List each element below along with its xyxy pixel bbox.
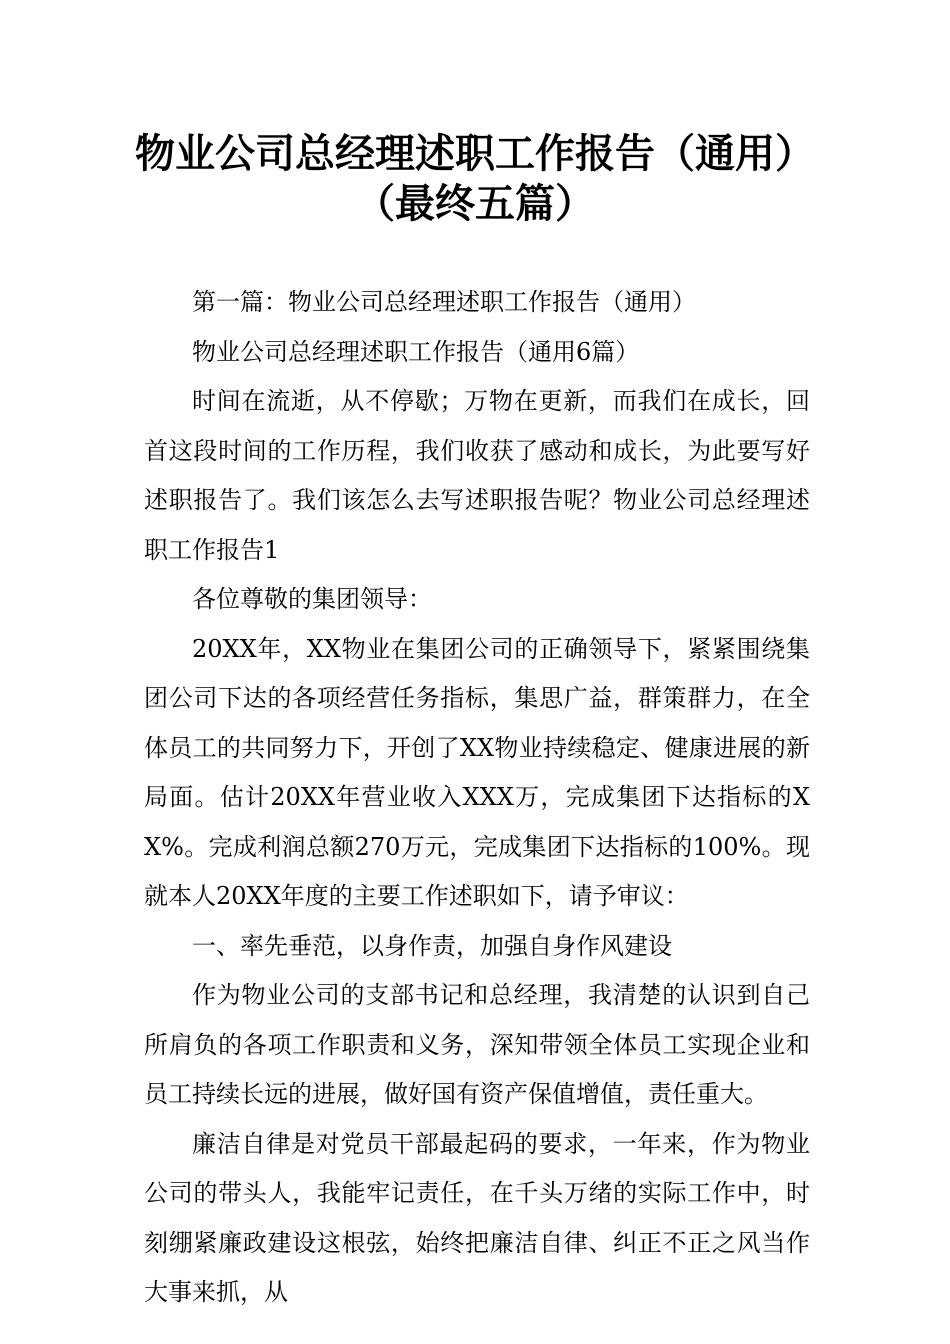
paragraph-salutation: 各位尊敬的集团领导：	[192, 585, 432, 613]
document-title-line2: （最终五篇）	[355, 181, 595, 227]
paragraph-subtitle: 物业公司总经理述职工作报告（通用6篇）	[192, 337, 640, 366]
paragraph-responsibility: 作为物业公司的支部书记和总经理，我清楚的认识到自己所肩负的各项工作职责和义务，深知带领全体员工实现企业和员工持续长远的进展，做好国有资产保值增值，责任重大。	[144, 981, 810, 1108]
document-title-line1: 物业公司总经理述职工作报告（通用）	[135, 131, 815, 177]
paragraph-intro: 时间在流逝，从不停歇；万物在更新，而我们在成长，回首这段时间的工作历程，我们收获了感动和成长，为此要写好述职报告了。我们该怎么去写述职报告呢？物业公司总经理述职工作报告1	[144, 387, 810, 564]
document-body	[144, 278, 810, 1318]
paragraph-section-heading: 第一篇：物业公司总经理述职工作报告（通用）	[192, 288, 696, 316]
paragraph-summary: 20XX年，XX物业在集团公司的正确领导下，紧紧围绕集团公司下达的各项经营任务指标，集思广益，群策群力，在全体员工的共同努力下，开创了XX物业持续稳定、健康进展的新局面。估计20XX年营业收入XXX万，完成集团下达指标的XX%。完成利润总额270万元，完成集团下达指标的100%。现就本人20XX年度的主要工作述职如下，请予审议：	[144, 634, 810, 910]
paragraph-integrity: 廉洁自律是对党员干部最起码的要求，一年来，作为物业公司的带头人，我能牢记责任，在千头万绪的实际工作中，时刻绷紧廉政建设这根弦，始终把廉洁自律、纠正不正之风当作大事来抓，从	[144, 1129, 810, 1306]
paragraph-heading-one: 一、率先垂范，以身作责，加强自身作风建设	[192, 931, 672, 960]
